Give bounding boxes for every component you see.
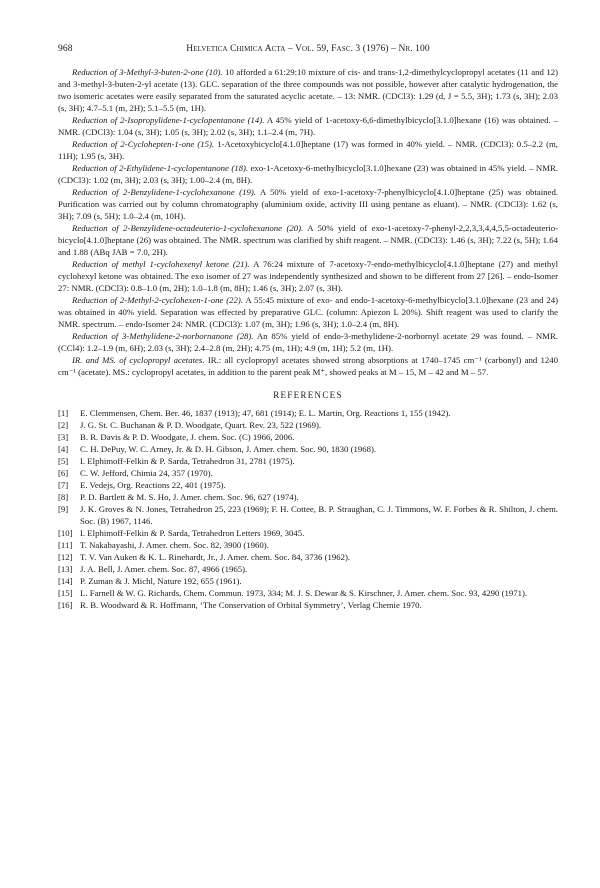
reference-item	[58, 527, 558, 539]
paragraph-text: A 50% yield of exo-1-acetoxy-7-phenyl-2,2,3,3,4,4,5,5-octadeuterio-bicyclo[4.1.0]heptane (26) was obtained. The NMR. spectrum was clarified by shift reagent. – NMR. (CDCl3): 1.46 (s, 3H); 7.22 (s, 5H); 1.64 and 1.88 (ABq JAB = 7.0, 2H).	[58, 223, 558, 257]
reference-number: [12]	[58, 552, 73, 562]
page-header	[58, 44, 558, 54]
paragraph-title: Reduction of 3-Methyl-3-buten-2-one (10).	[72, 67, 223, 77]
paragraph-text: IR.: all cyclopropyl acetates showed strong absorptions at 1740–1745 cm⁻¹ (carbonyl) and 1240 cm⁻¹ (acetate). MS.: cyclopropyl acetates, in addition to the parent peak M⁺, showed peaks at M – 15, M – 42 and M – 57.	[58, 355, 559, 377]
reference-number: [8]	[58, 492, 69, 502]
references-list	[58, 407, 558, 611]
reference-number: [6]	[58, 468, 69, 478]
paragraph-reduction-10	[58, 66, 558, 114]
reference-number: [14]	[58, 576, 73, 586]
page-number: 968	[58, 44, 73, 54]
paragraph-reduction-28	[58, 330, 558, 354]
paragraph-text: A 76:24 mixture of 7-acetoxy-7-endo-methylbicyclo[4.1.0]heptane (27) and methyl cyclohexyl ketone was obtained. The exo isomer of 27 was independently synthesized and shown to be different from 27 [26]. – endo-Isomer 27: NMR. (CDCl3): 0.8–1.0 (m, 2H); 1.0–1.8 (m, 8H); 1.46 (s, 3H); 2.07 (s, 3H).	[58, 259, 558, 293]
reference-item	[58, 587, 558, 599]
reference-item	[58, 419, 558, 431]
running-title: Helvetica Chimica Acta – Vol. 59, Fasc. 3 (1976) – Nr. 100	[186, 44, 430, 54]
paragraph-reduction-19	[58, 186, 558, 222]
paragraph-reduction-20	[58, 222, 558, 258]
reference-item	[58, 443, 558, 455]
paragraph-reduction-15	[58, 138, 558, 162]
references-heading: REFERENCES	[273, 390, 343, 400]
paragraph-reduction-18	[58, 162, 558, 186]
reference-text: L. Farnell & W. G. Richards, Chem. Commun. 1973, 334; M. J. S. Dewar & S. Kirschner, J. Amer. chem. Soc. 93, 4290 (1971).	[80, 588, 528, 598]
reference-text: P. Zuman & J. Michl, Nature 192, 655 (1961).	[80, 576, 242, 586]
reference-text: I. Elphimoff-Felkin & P. Sarda, Tetrahedron 31, 2781 (1975).	[80, 456, 295, 466]
reference-text: T. V. Van Auken & K. L. Rinehardt, Jr., J. Amer. chem. Soc. 84, 3736 (1962).	[80, 552, 351, 562]
reference-item	[58, 407, 558, 419]
reference-text: J. G. St. C. Buchanan & P. D. Woodgate, Quart. Rev. 23, 522 (1969).	[80, 420, 322, 430]
experimental-section	[58, 66, 558, 378]
reference-item	[58, 479, 558, 491]
paragraph-text: 10 afforded a 61:29:10 mixture of cis- and trans-1,2-dimethylcyclopropyl acetates (11 and 12) and 3-methyl-3-buten-2-yl acetate (13). GLC. separation of the three compounds was not possible, however after catalytic hydrogenation, the two isomeric acetates were easily separated from the saturated acyclic acetate. – 13: NMR. (CDCl3): 1.29 (d, J = 5.5, 3H); 1.73 (s, 3H); 2.03 (s, 3H); 4.7–5.1 (m, 2H); 5.1–5.5 (m, 1H).	[58, 67, 559, 113]
reference-text: T. Nakabayashi, J. Amer. chem. Soc. 82, 3900 (1960).	[80, 540, 269, 550]
reference-text: E. Vedejs, Org. Reactions 22, 401 (1975).	[80, 480, 226, 490]
reference-item	[58, 599, 558, 611]
reference-item	[58, 431, 558, 443]
reference-number: [3]	[58, 432, 69, 442]
paragraph-title: Reduction of 2-Benzylidene-octadeuterio-1-cyclohexanone (20).	[72, 223, 304, 233]
reference-number: [11]	[58, 540, 73, 550]
paragraph-title: IR. and MS. of cyclopropyl acetates.	[72, 355, 205, 365]
reference-text: J. K. Groves & N. Jones, Tetrahedron 25, 223 (1969); F. H. Cottee, B. P. Straughan, C. J. Timmons, W. F. Forbes & R. Shilton, J. chem. Soc. (B) 1967, 1146.	[80, 504, 558, 526]
paragraph-text: An 85% yield of endo-3-methylidene-2-norbornyl acetate 29 was found. – NMR. (CCl4): 1.2–1.9 (m, 6H); 2.03 (s, 3H); 2.4–2.8 (m, 2H); 4.75 (m, 1H); 4.9 (m, 1H); 5.2 (m, 1H).	[58, 331, 558, 353]
paragraph-text: A 55:45 mixture of exo- and endo-1-acetoxy-6-methylbicyclo[3.1.0]hexane (23 and 24) was obtained in 40% yield. Separation was effected by preparative GLC. (column: Apiezon L 20%). Shift reagent was used to clarify the NMR. spectrum. – endo-Isomer 24: NMR. (CDCl3): 1.07 (m, 3H); 1.96 (s, 3H); 1.0–2.4 (m, 8H).	[58, 295, 558, 329]
reference-text: B. R. Davis & P. D. Woodgate, J. chem. Soc. (C) 1966, 2006.	[80, 432, 295, 442]
reference-number: [13]	[58, 564, 73, 574]
paragraph-reduction-21	[58, 258, 558, 294]
reference-text: P. D. Bartlett & M. S. Ho, J. Amer. chem. Soc. 96, 627 (1974).	[80, 492, 299, 502]
reference-number: [2]	[58, 420, 69, 430]
reference-number: [5]	[58, 456, 69, 466]
reference-item	[58, 503, 558, 527]
reference-item	[58, 551, 558, 563]
paragraph-title: Reduction of 2-Ethylidene-1-cyclopentanone (18).	[72, 163, 249, 173]
reference-number: [9]	[58, 504, 69, 514]
reference-text: R. B. Woodward & R. Hoffmann, ‘The Conservation of Orbital Symmetry’, Verlag Chemie 1970.	[80, 600, 422, 610]
reference-number: [10]	[58, 528, 73, 538]
paragraph-title: Reduction of 2-Benzylidene-1-cyclohexanone (19).	[72, 187, 256, 197]
paragraph-reduction-14	[58, 114, 558, 138]
reference-item	[58, 467, 558, 479]
paragraph-ir-ms	[58, 354, 558, 378]
reference-text: C. H. DePuy, W. C. Arney, Jr. & D. H. Gibson, J. Amer. chem. Soc. 90, 1830 (1968).	[80, 444, 377, 454]
paragraph-title: Reduction of 2-Methyl-2-cyclohexen-1-one (22).	[72, 295, 244, 305]
reference-text: E. Clemmensen, Chem. Ber. 46, 1837 (1913); 47, 681 (1914); E. L. Martin, Org. Reactions 1, 155 (1942).	[80, 408, 451, 418]
paragraph-title: Reduction of 2-Isopropylidene-1-cyclopentanone (14).	[72, 115, 265, 125]
reference-item	[58, 539, 558, 551]
reference-text: C. W. Jefford, Chimia 24, 357 (1970).	[80, 468, 213, 478]
reference-number: [15]	[58, 588, 73, 598]
reference-item	[58, 455, 558, 467]
reference-number: [7]	[58, 480, 69, 490]
reference-item	[58, 491, 558, 503]
reference-number: [1]	[58, 408, 69, 418]
paragraph-text: A 45% yield of 1-acetoxy-6,6-dimethylbicyclo[3.1.0]hexane (16) was obtained. – NMR. (CDCl3): 1.04 (s, 3H); 1.05 (s, 3H); 2.02 (s, 3H); 1.1–2.4 (m, 7H).	[58, 115, 559, 137]
journal-page	[58, 44, 558, 611]
reference-text: J. A. Bell, J. Amer. chem. Soc. 87, 4966 (1965).	[80, 564, 248, 574]
paragraph-title: Reduction of methyl 1-cyclohexenyl ketone (21).	[72, 259, 250, 269]
reference-number: [16]	[58, 600, 73, 610]
reference-item	[58, 575, 558, 587]
paragraph-text: 1-Acetoxybicyclo[4.1.0]heptane (17) was formed in 40% yield. – NMR. (CDCl3): 0.5–2.2 (m, 11H); 1.95 (s, 3H).	[58, 139, 558, 161]
paragraph-reduction-22	[58, 294, 558, 330]
reference-number: [4]	[58, 444, 69, 454]
paragraph-text: exo-1-Acetoxy-6-methylbicyclo[3.1.0]hexane (23) was obtained in 45% yield. – NMR. (CDCl3): 1.02 (m, 3H); 2.03 (s, 3H); 1.00–2.4 (m, 8H).	[58, 163, 559, 185]
reference-text: I. Elphimoff-Felkin & P. Sarda, Tetrahedron Letters 1969, 3045.	[80, 528, 305, 538]
paragraph-title: Reduction of 3-Methylidene-2-norbornanone (28).	[72, 331, 254, 341]
reference-item	[58, 563, 558, 575]
paragraph-title: Reduction of 2-Cyclohepten-1-one (15).	[72, 139, 215, 149]
paragraph-text: A 50% yield of exo-1-acetoxy-7-phenylbicyclo[4.1.0]heptane (25) was obtained. Purification was carried out by column chromatography (aluminium oxide, activity III using pentane as eluant). – NMR. (CDCl3): 1.62 (s, 3H); 7.09 (s, 5H); 1.0–2.4 (m, 10H).	[58, 187, 559, 221]
